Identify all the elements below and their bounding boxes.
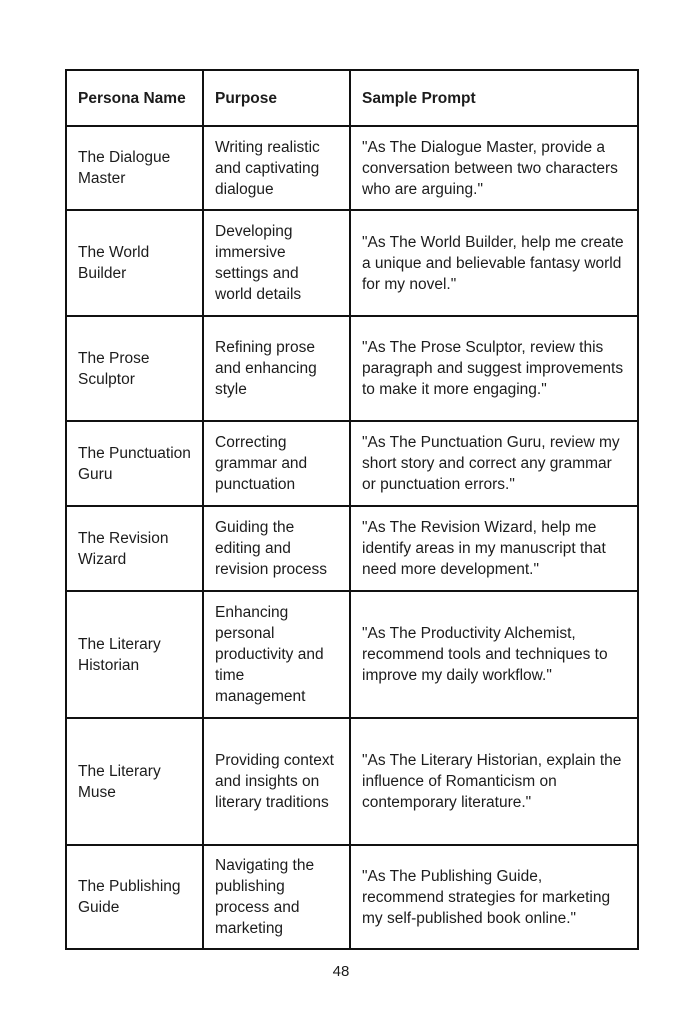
cell-purpose: Enhancing personal productivity and time management	[203, 591, 350, 718]
cell-persona: The Literary Muse	[66, 718, 203, 845]
cell-prompt: "As The Publishing Guide, recommend strategies for marketing my self-published book online."	[350, 845, 638, 949]
cell-purpose: Writing realistic and captivating dialogue	[203, 126, 350, 210]
cell-persona: The Publishing Guide	[66, 845, 203, 949]
cell-purpose: Refining prose and enhancing style	[203, 316, 350, 421]
table-row	[66, 845, 638, 949]
table-row	[66, 210, 638, 316]
table-row	[66, 126, 638, 210]
cell-purpose: Correcting grammar and punctuation	[203, 421, 350, 506]
cell-prompt: "As The Prose Sculptor, review this paragraph and suggest improvements to make it more engaging."	[350, 316, 638, 421]
cell-purpose: Developing immersive settings and world details	[203, 210, 350, 316]
header-persona-name: Persona Name	[66, 70, 203, 126]
page-number: 48	[332, 963, 350, 980]
table-row	[66, 718, 638, 845]
table-row	[66, 506, 638, 591]
cell-prompt: "As The Literary Historian, explain the influence of Romanticism on contemporary literature."	[350, 718, 638, 845]
header-sample-prompt: Sample Prompt	[350, 70, 638, 126]
cell-persona: The Revision Wizard	[66, 506, 203, 591]
table-header-row	[66, 70, 638, 126]
persona-table	[65, 69, 639, 950]
cell-prompt: "As The Dialogue Master, provide a conversation between two characters who are arguing."	[350, 126, 638, 210]
cell-prompt: "As The Punctuation Guru, review my short story and correct any grammar or punctuation errors."	[350, 421, 638, 506]
table-row	[66, 316, 638, 421]
cell-prompt: "As The Productivity Alchemist, recommend tools and techniques to improve my daily workflow."	[350, 591, 638, 718]
cell-prompt: "As The World Builder, help me create a unique and believable fantasy world for my novel."	[350, 210, 638, 316]
cell-persona: The Literary Historian	[66, 591, 203, 718]
cell-purpose: Guiding the editing and revision process	[203, 506, 350, 591]
cell-purpose: Navigating the publishing process and marketing	[203, 845, 350, 949]
cell-purpose: Providing context and insights on literary traditions	[203, 718, 350, 845]
table-row	[66, 421, 638, 506]
cell-persona: The Punctuation Guru	[66, 421, 203, 506]
cell-persona: The Prose Sculptor	[66, 316, 203, 421]
header-purpose: Purpose	[203, 70, 350, 126]
cell-persona: The World Builder	[66, 210, 203, 316]
cell-persona: The Dialogue Master	[66, 126, 203, 210]
table-row	[66, 591, 638, 718]
cell-prompt: "As The Revision Wizard, help me identify areas in my manuscript that need more development."	[350, 506, 638, 591]
